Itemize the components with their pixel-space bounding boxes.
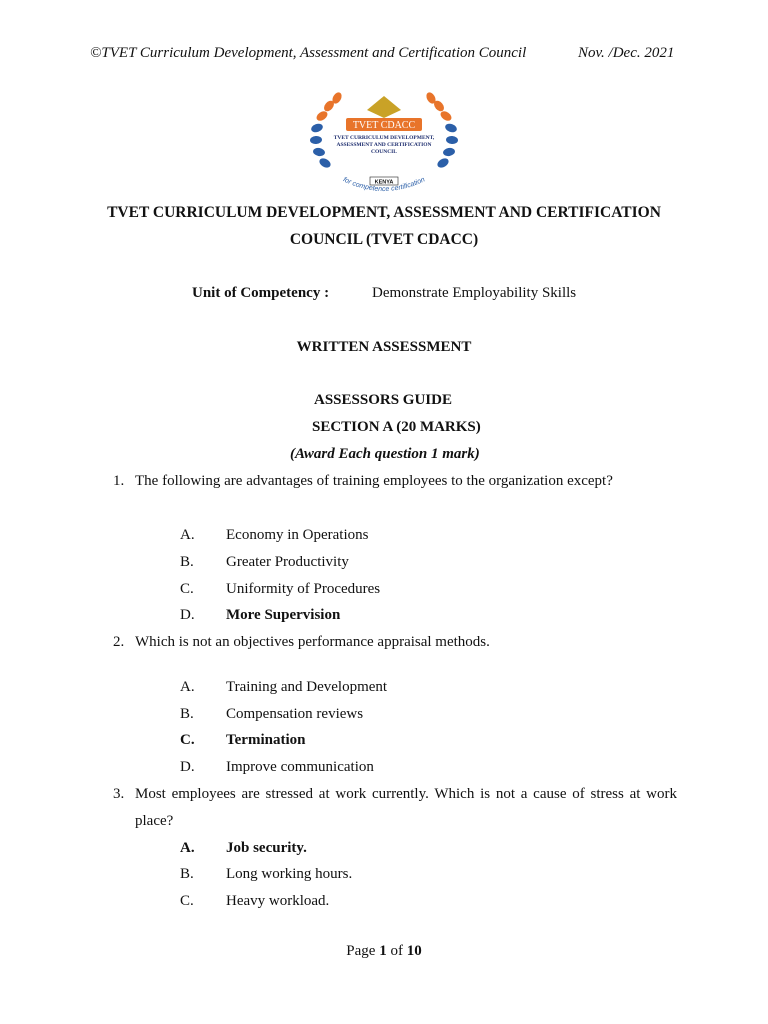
laurel-left-icon — [310, 91, 344, 170]
question-number: 2. — [113, 634, 125, 650]
correct-answer-text: More Supervision — [226, 607, 341, 623]
option-text: Improve communication — [226, 759, 374, 775]
written-assessment-heading: WRITTEN ASSESSMENT — [296, 339, 472, 355]
award-note: (Award Each question 1 mark) — [290, 446, 480, 462]
org-title-line2: COUNCIL (TVET CDACC) — [289, 231, 479, 248]
header-council-name: ©TVET Curriculum Development, Assessment and Certification Council — [90, 45, 527, 61]
svg-text:COUNCIL: COUNCIL — [371, 149, 397, 155]
header-date: Nov. /Dec. 2021 — [578, 45, 675, 61]
svg-text:KENYA: KENYA — [374, 179, 394, 186]
option-letter: C. — [180, 581, 194, 597]
svg-text:for competence certification: for competence certification — [341, 176, 427, 194]
section-heading: SECTION A (20 MARKS) — [312, 419, 481, 435]
option-letter: A. — [180, 527, 195, 543]
unit-of-competency-value: Demonstrate Employability Skills — [372, 285, 577, 301]
org-title-line1: TVET CURRICULUM DEVELOPMENT, ASSESSMENT AND CERTIFICATION — [107, 204, 661, 221]
page-of: of — [386, 943, 407, 959]
page-prefix: Page — [346, 943, 380, 959]
pen-nib-icon — [367, 96, 401, 118]
tvet-cdacc-logo — [309, 88, 459, 200]
option-letter: A. — [180, 840, 195, 856]
option-letter: B. — [180, 866, 194, 882]
option-text: Greater Productivity — [226, 554, 349, 570]
option-letter: B. — [180, 706, 194, 722]
laurel-right-icon — [425, 91, 459, 170]
page-total: 10 — [406, 943, 422, 959]
option-text: Uniformity of Procedures — [226, 581, 381, 597]
svg-text:TVET CURRICULUM DEVELOPMENT,: TVET CURRICULUM DEVELOPMENT, — [333, 135, 435, 141]
correct-answer-text: Job security. — [226, 840, 307, 856]
option-letter: C. — [180, 893, 194, 909]
option-text: Compensation reviews — [226, 706, 364, 722]
question-text: Most employees are stressed at work currently. Which is not a cause of stress at work place? — [135, 786, 677, 829]
question-text: Which is not an objectives performance appraisal methods. — [135, 634, 490, 650]
svg-text:ASSESSMENT AND CERTIFICATION: ASSESSMENT AND CERTIFICATION — [336, 142, 432, 148]
question-number: 1. — [113, 473, 125, 489]
option-text: Heavy workload. — [226, 893, 330, 909]
page-number: 1 — [379, 943, 387, 959]
option-text: Training and Development — [226, 679, 388, 695]
option-letter: C. — [180, 732, 195, 748]
correct-answer-text: Termination — [226, 732, 306, 748]
question-number: 3. — [113, 786, 125, 802]
question-text: The following are advantages of training employees to the organization except? — [135, 473, 613, 489]
page-footer — [0, 943, 768, 960]
assessors-guide-heading: ASSESSORS GUIDE — [314, 392, 452, 408]
option-text: Economy in Operations — [226, 527, 369, 543]
option-letter: D. — [180, 607, 195, 623]
svg-text:TVET CDACC: TVET CDACC — [352, 120, 416, 131]
option-letter: D. — [180, 759, 195, 775]
option-text: Long working hours. — [226, 866, 353, 882]
option-letter: A. — [180, 679, 195, 695]
option-letter: B. — [180, 554, 194, 570]
unit-of-competency-label: Unit of Competency : — [192, 285, 330, 301]
